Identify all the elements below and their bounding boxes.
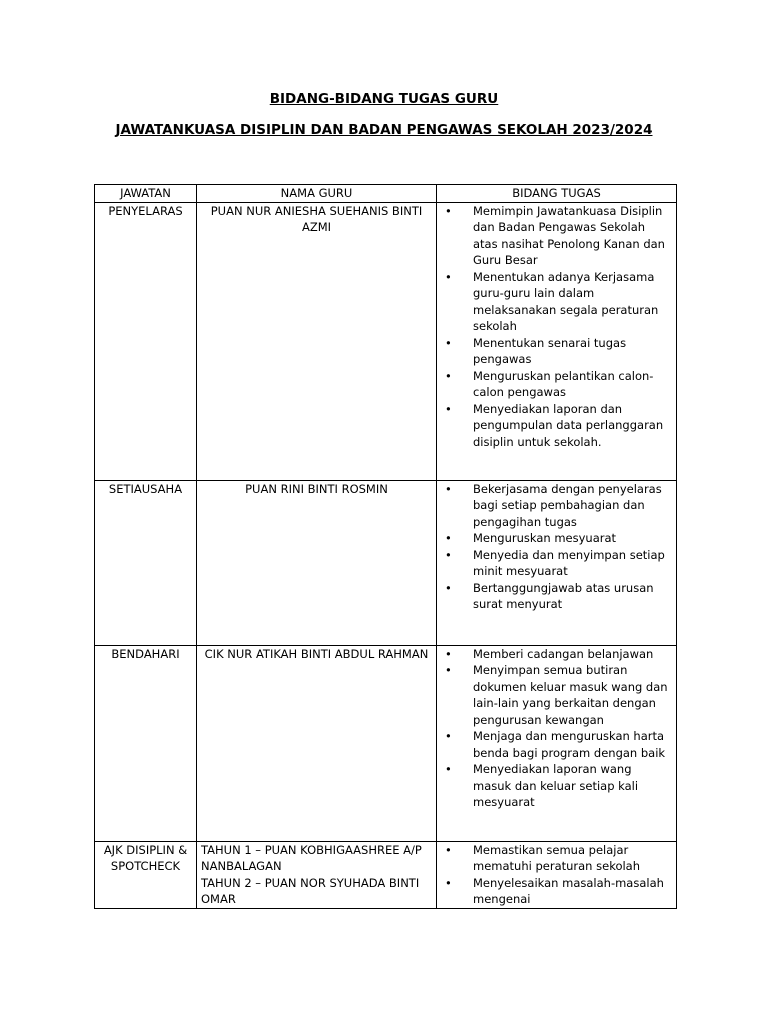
- teacher-name: TAHUN 1 – PUAN KOBHIGAASHREE A/P NANBALAGAN: [201, 842, 422, 873]
- duty-list: [441, 481, 672, 613]
- duty-list: [441, 646, 672, 811]
- duty-item: • Memimpin Jawatankuasa Disiplin dan Badan Pengawas Sekolah atas nasihat Penolong Kanan dan Guru Besar: [463, 203, 672, 269]
- table-row: [95, 202, 677, 480]
- table-row: [95, 480, 677, 645]
- teacher-name: TAHUN 2 – PUAN NOR SYUHADA BINTI OMAR: [201, 875, 420, 906]
- bidang-tugas-cell: [437, 841, 677, 908]
- nama-guru-cell: [197, 480, 437, 645]
- jawatan-cell: BENDAHARI: [95, 645, 197, 841]
- duty-item: • Menyedia dan menyimpan setiap minit mesyuarat: [463, 547, 672, 580]
- nama-guru-cell: [197, 202, 437, 480]
- duty-item: • Memberi cadangan belanjawan: [463, 646, 672, 663]
- duty-item: • Bertanggungjawab atas urusan surat menyurat: [463, 580, 672, 613]
- duty-item: • Menyediakan laporan wang masuk dan keluar setiap kali mesyuarat: [463, 761, 672, 811]
- teacher-name: PUAN NUR ANIESHA SUEHANIS BINTI AZMI: [210, 203, 423, 234]
- duty-item: • Menjaga dan menguruskan harta benda bagi program dengan baik: [463, 728, 672, 761]
- duty-item: • Memastikan semua pelajar mematuhi peraturan sekolah: [463, 842, 672, 875]
- bidang-tugas-cell: [437, 645, 677, 841]
- page-title: BIDANG-BIDANG TUGAS GURU: [269, 91, 499, 107]
- duty-list: [441, 203, 672, 451]
- bidang-tugas-cell: [437, 202, 677, 480]
- jawatan-cell: AJK DISIPLIN & SPOTCHECK: [95, 841, 197, 908]
- header-nama-guru: NAMA GURU: [197, 185, 437, 203]
- duty-item: • Menyelesaikan masalah-masalah mengenai: [463, 875, 672, 908]
- duty-item: • Menyediakan laporan dan pengumpulan data perlanggaran disiplin untuk sekolah.: [463, 401, 672, 451]
- duty-table: [94, 184, 677, 909]
- nama-guru-cell: [197, 841, 437, 908]
- teacher-name: PUAN RINI BINTI ROSMIN: [245, 481, 388, 496]
- header-bidang-tugas: BIDANG TUGAS: [437, 185, 677, 203]
- duty-item: • Menyimpan semua butiran dokumen keluar masuk wang dan lain-lain yang berkaitan dengan pengurusan kewangan: [463, 662, 672, 728]
- header-jawatan: JAWATAN: [95, 185, 197, 203]
- jawatan-cell: PENYELARAS: [95, 202, 197, 480]
- duty-item: • Bekerjasama dengan penyelaras bagi setiap pembahagian dan pengagihan tugas: [463, 481, 672, 531]
- duty-list: [441, 842, 672, 908]
- duty-item: • Menentukan adanya Kerjasama guru-guru lain dalam melaksanakan segala peraturan sekolah: [463, 269, 672, 335]
- nama-guru-cell: [197, 645, 437, 841]
- bidang-tugas-cell: [437, 480, 677, 645]
- duty-item: • Menguruskan pelantikan calon-calon pengawas: [463, 368, 672, 401]
- duty-item: • Menentukan senarai tugas pengawas: [463, 335, 672, 368]
- duty-item: • Menguruskan mesyuarat: [463, 530, 672, 547]
- teacher-name: CIK NUR ATIKAH BINTI ABDUL RAHMAN: [204, 646, 429, 661]
- table-row: [95, 841, 677, 908]
- jawatan-cell: SETIAUSAHA: [95, 480, 197, 645]
- table-row: [95, 645, 677, 841]
- page-subtitle: JAWATANKUASA DISIPLIN DAN BADAN PENGAWAS SEKOLAH 2023/2024: [115, 122, 653, 138]
- table-header-row: [95, 185, 677, 203]
